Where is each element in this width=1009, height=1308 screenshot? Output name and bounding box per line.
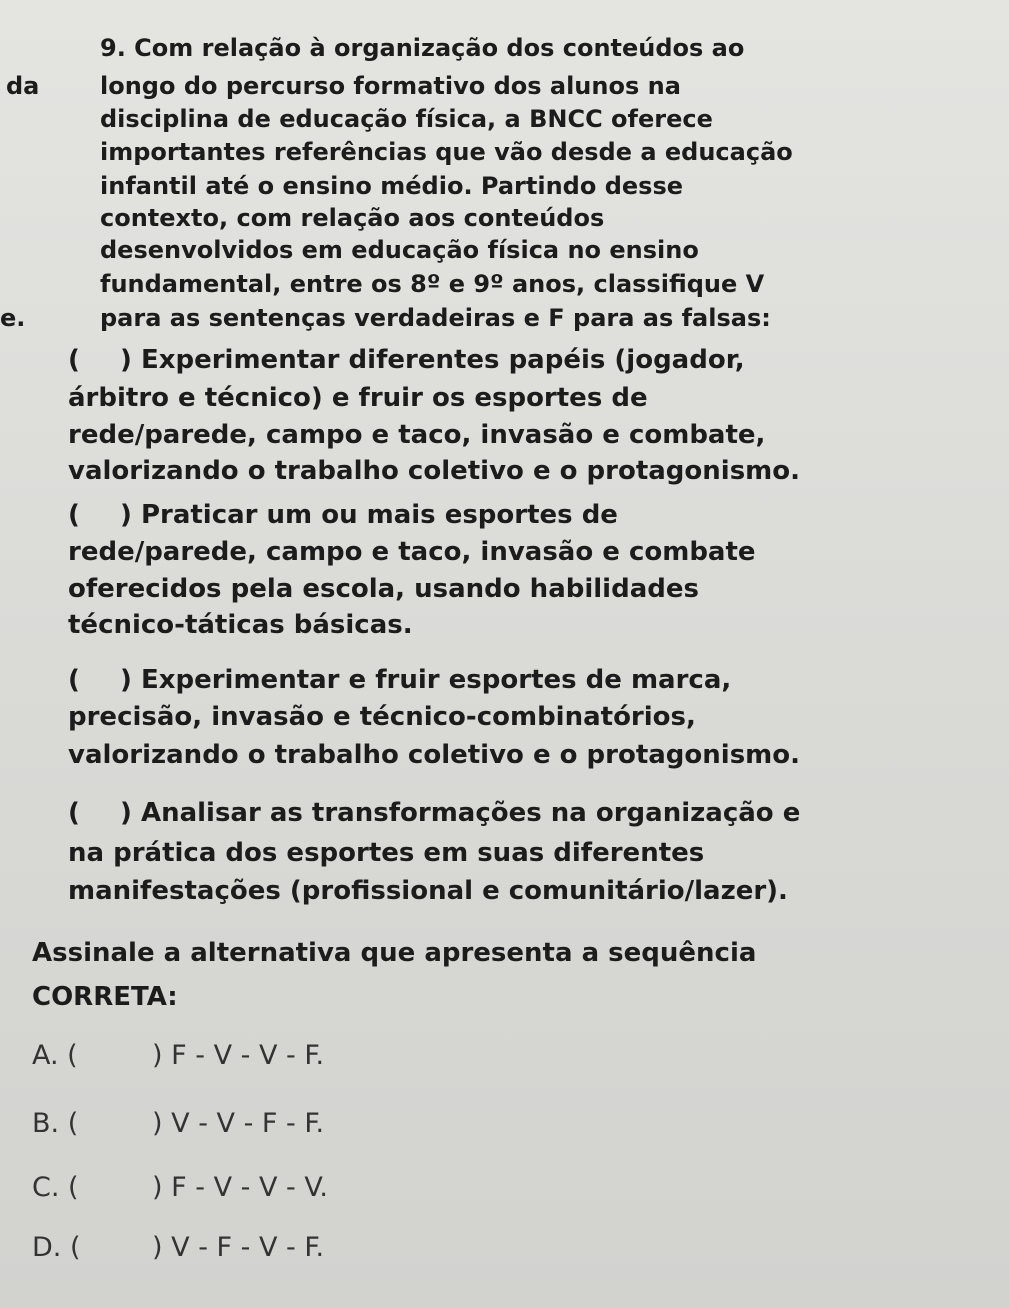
question-line: fundamental, entre os 8º e 9º anos, classifique V (100, 270, 765, 298)
option-bracket-close: ) (152, 1040, 163, 1071)
instruction-line: CORRETA: (32, 982, 178, 1012)
option-text: V - F - V - F. (171, 1232, 325, 1263)
option-letter: C. ( (32, 1172, 79, 1203)
statement-text: manifestações (profissional e comunitário/lazer). (68, 876, 788, 906)
instruction-line: Assinale a alternativa que apresenta a sequência (32, 938, 757, 968)
option-text: V - V - F - F. (171, 1108, 325, 1139)
option-bracket-close: ) (152, 1172, 163, 1203)
answer-bracket-close: ) (120, 665, 132, 695)
question-line: para as sentenças verdadeiras e F para as falsas: (100, 304, 771, 332)
answer-bracket-close: ) (120, 500, 132, 530)
question-line: contexto, com relação aos conteúdos (100, 204, 605, 232)
question-line: disciplina de educação física, a BNCC oferece (100, 105, 713, 133)
option-bracket-close: ) (152, 1232, 163, 1263)
question-line: desenvolvidos em educação física no ensino (100, 236, 699, 264)
question-line: importantes referências que vão desde a educação (100, 138, 793, 166)
statement-text: Analisar as transformações na organização e (140, 798, 801, 828)
statement-text: árbitro e técnico) e fruir os esportes de (68, 383, 648, 413)
question-line: 9. Com relação à organização dos conteúdos ao (100, 34, 745, 62)
statement-text: Experimentar e fruir esportes de marca, (140, 665, 732, 695)
statement-text: na prática dos esportes em suas diferentes (68, 838, 705, 868)
statement-text: oferecidos pela escola, usando habilidades (68, 574, 699, 604)
statement-text: rede/parede, campo e taco, invasão e combate (68, 537, 756, 567)
statement-text: Experimentar diferentes papéis (jogador, (140, 345, 745, 375)
answer-bracket-close: ) (120, 345, 132, 375)
option-letter: D. ( (32, 1232, 81, 1263)
option-a[interactable] (32, 1040, 324, 1071)
question-line: longo do percurso formativo dos alunos na (100, 72, 681, 100)
option-d[interactable] (32, 1232, 324, 1263)
statement-text: técnico-táticas básicas. (68, 610, 413, 640)
statement-text: valorizando o trabalho coletivo e o protagonismo. (68, 740, 801, 770)
statement-text: rede/parede, campo e taco, invasão e combate, (68, 420, 766, 450)
option-letter: B. ( (32, 1108, 79, 1139)
answer-bracket-open: ( (68, 500, 80, 530)
answer-bracket-open: ( (68, 345, 80, 375)
answer-bracket-open: ( (68, 798, 80, 828)
answer-bracket-close: ) (120, 798, 132, 828)
answer-bracket-open: ( (68, 665, 80, 695)
option-b[interactable] (32, 1108, 324, 1139)
statement-text: Praticar um ou mais esportes de (140, 500, 618, 530)
option-text: F - V - V - V. (171, 1172, 328, 1203)
option-c[interactable] (32, 1172, 328, 1203)
question-line: infantil até o ensino médio. Partindo desse (100, 172, 684, 200)
option-bracket-close: ) (152, 1108, 163, 1139)
margin-fragment: e. (0, 304, 26, 332)
statement-text: precisão, invasão e técnico-combinatórios, (68, 702, 696, 732)
margin-fragment: da (6, 72, 40, 100)
option-text: F - V - V - F. (171, 1040, 325, 1071)
option-letter: A. ( (32, 1040, 78, 1071)
statement-text: valorizando o trabalho coletivo e o protagonismo. (68, 456, 801, 486)
